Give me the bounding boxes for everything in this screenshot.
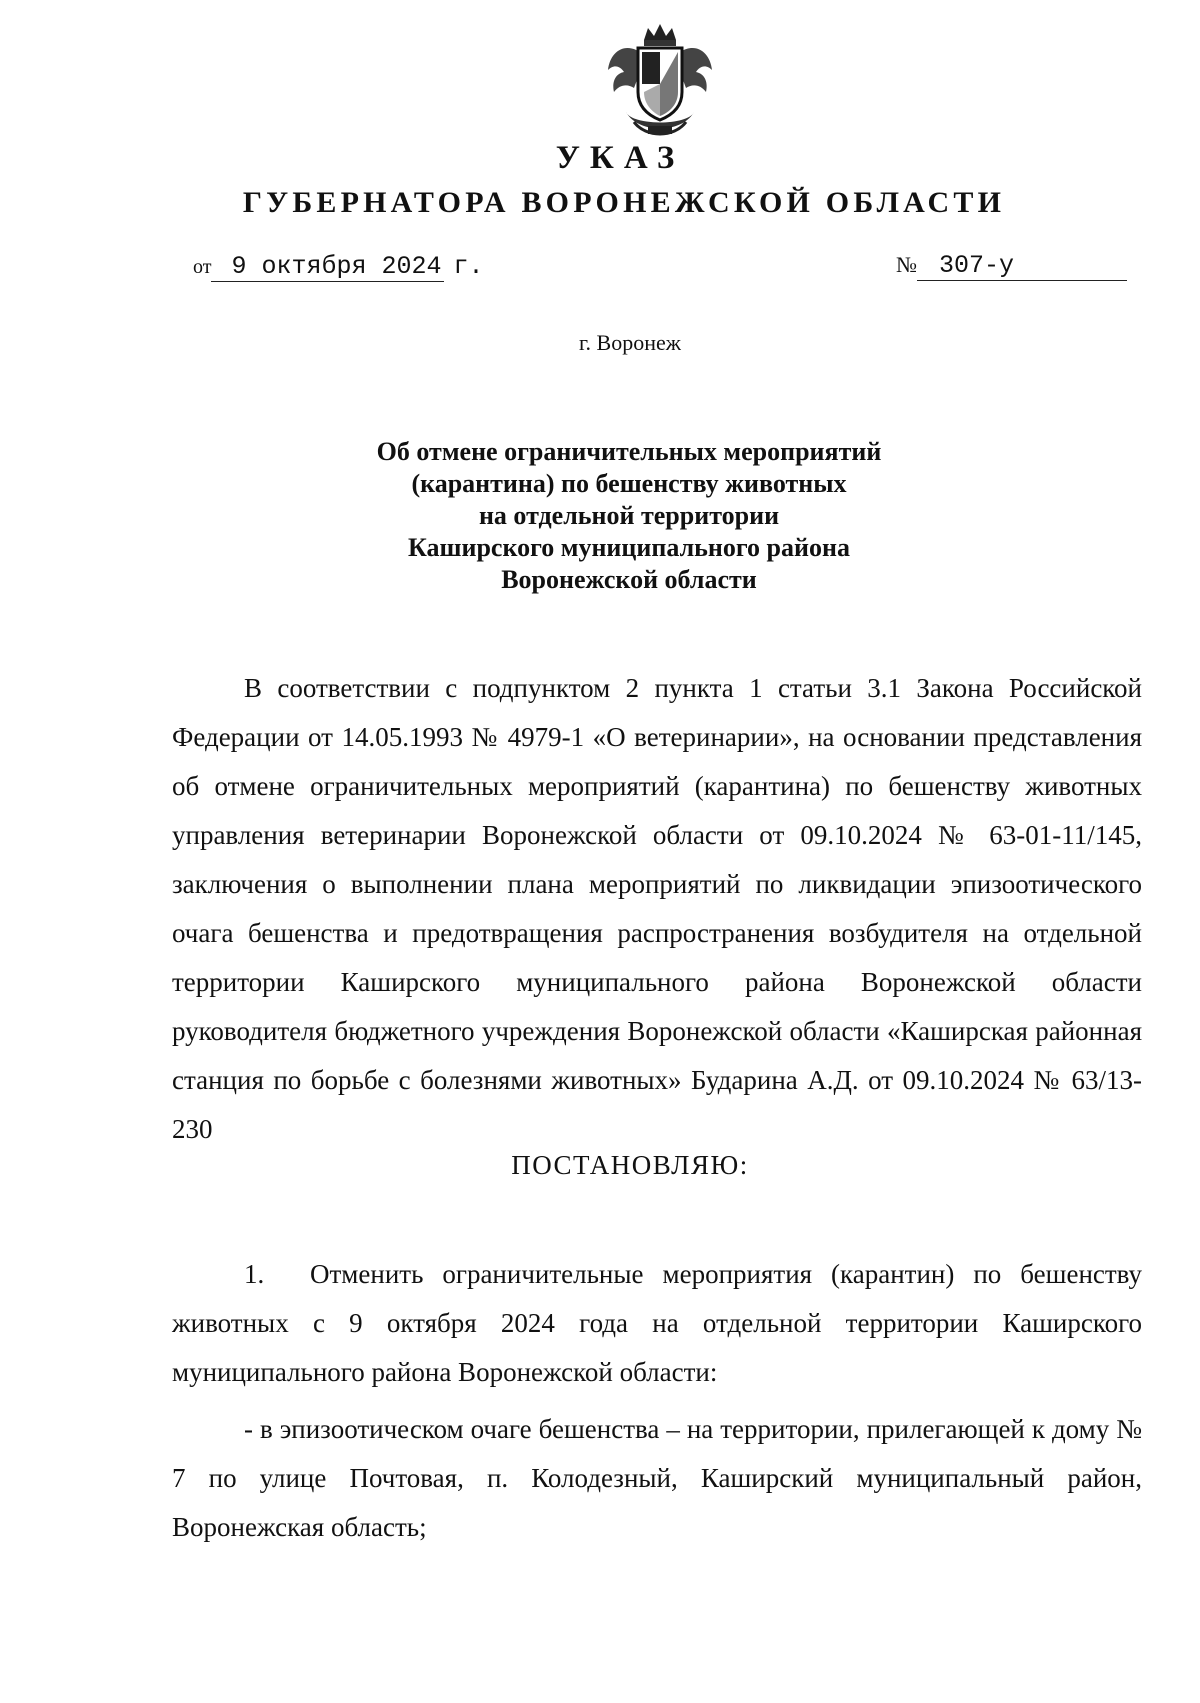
date-prefix: от	[193, 256, 212, 278]
date-suffix: г.	[453, 252, 484, 281]
document-title-line: Воронежской области	[501, 565, 757, 594]
preamble-paragraph: В соответствии с подпунктом 2 пункта 1 статьи 3.1 Закона Российской Федерации от 14.05.1993 № 4979-1 «О ветеринарии», на основании представления об отмене ограничительных мероприятий (карантина) по бешенству животных управления ветеринарии Воронежской области от 09.10.2024 № 63-01-11/145, заключения о выполнении плана мероприятий по ликвидации эпизоотического очага бешенства и предотвращения распространения возбудителя на отдельной территории Каширского муниципального района Воронежской области руководителя бюджетного учреждения Воронежской области «Каширская районная станция по борьбе с болезнями животных» Бударина А.Д. от 09.10.2024 № 63/13-230	[172, 673, 1142, 1144]
document-title-line: Каширского муниципального района	[408, 533, 850, 562]
decree-word: ПОСТАНОВЛЯЮ:	[511, 1150, 749, 1180]
document-title	[0, 436, 1200, 596]
document-title-line: на отдельной территории	[478, 501, 780, 530]
date-line	[193, 252, 484, 282]
number-prefix: №	[896, 252, 917, 277]
date-value: 9 октября 2024	[211, 253, 443, 282]
item-1-number: 1.	[244, 1259, 265, 1289]
coat-of-arms-icon	[604, 22, 716, 140]
item-1-paragraph	[172, 1250, 1142, 1397]
decree-issuer: ГУБЕРНАТОРА ВОРОНЕЖСКОЙ ОБЛАСТИ	[242, 186, 1006, 219]
item-1-subitem: - в эпизоотическом очаге бешенства – на территории, прилегающей к дому № 7 по улице Почтовая, п. Колодезный, Каширский муниципальный район, Воронежская область;	[172, 1414, 1142, 1542]
document-title-line: (карантина) по бешенству животных	[411, 469, 847, 498]
item-1-text: Отменить ограничительные мероприятия (карантин) по бешенству животных с 9 октября 2024 года на отдельной территории Каширского муниципального района Воронежской области:	[172, 1259, 1142, 1387]
document-title-line: Об отмене ограничительных мероприятий	[376, 437, 882, 466]
number-line	[896, 252, 1127, 281]
number-value: 307-у	[917, 252, 1127, 281]
decree-title: УКАЗ	[555, 140, 685, 176]
city: г. Воронеж	[579, 330, 681, 355]
